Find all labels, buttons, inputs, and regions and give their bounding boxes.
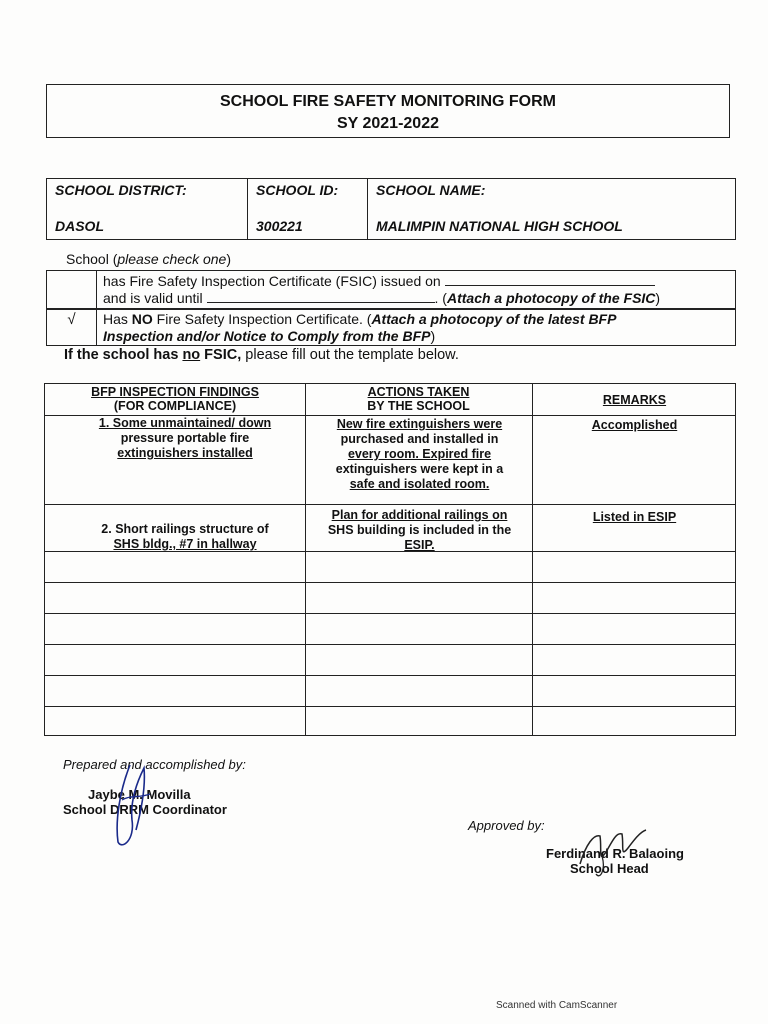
district-label: SCHOOL DISTRICT: (55, 182, 187, 198)
school-id-value: 300221 (256, 218, 303, 234)
checkmark-icon: √ (67, 311, 76, 328)
school-name-label: SCHOOL NAME: (376, 182, 486, 198)
header-actions: ACTIONS TAKEN BY THE SCHOOL (367, 385, 470, 413)
header-findings: BFP INSPECTION FINDINGS (FOR COMPLIANCE) (91, 385, 259, 413)
school-name-cell (368, 179, 735, 239)
fsic-none-checkbox[interactable] (47, 309, 97, 345)
fill-template-instruction: If the school has no FSIC, please fill out the template below. (64, 347, 459, 363)
table-row-1-action: New fire extinguishers were purchased and installed in every room. Expired fire extinguishers were kept in a safe and isolated room. (335, 417, 504, 491)
prepared-by-label: Prepared and accomplished by: (63, 757, 246, 772)
table-row-2-remark: Listed in ESIP (592, 510, 677, 524)
school-year: SY 2021-2022 (336, 115, 439, 132)
preparer-name: Jaybe M. Movilla (88, 787, 191, 802)
table-row-1-remark: Accomplished (591, 418, 678, 432)
school-id-label: SCHOOL ID: (256, 182, 339, 198)
school-id-cell (248, 179, 368, 239)
fsic-check-table (46, 270, 736, 346)
fsic-option-has (46, 270, 736, 310)
scanner-watermark: Scanned with CamScanner (496, 1000, 618, 1011)
header-remarks: REMARKS (602, 393, 667, 407)
table-row-1-finding: 1. Some unmaintained/ down pressure portable fire extinguishers installed (98, 416, 272, 460)
district-cell (47, 179, 248, 239)
fsic-has-checkbox[interactable] (47, 271, 97, 309)
school-info-table (46, 178, 736, 240)
school-name-value: MALIMPIN NATIONAL HIGH SCHOOL (376, 218, 623, 234)
approved-by-label: Approved by: (468, 818, 545, 833)
table-row-2-finding: 2. Short railings structure of SHS bldg., #7 in hallway (101, 522, 269, 551)
approver-role: School Head (570, 861, 649, 876)
approver-signature (572, 824, 662, 884)
district-value: DASOL (55, 218, 104, 234)
form-title: SCHOOL FIRE SAFETY MONITORING FORM (219, 93, 556, 110)
approver-name: Ferdinand R. Balaoing (546, 846, 684, 861)
table-row-2-action: Plan for additional railings on SHS building is included in the ESIP. (327, 508, 512, 552)
fsic-none-text: Has NO Fire Safety Inspection Certificate. (Attach a photocopy of the latest BFP Inspection and/or Notice to Comply from the BFP) (103, 311, 617, 344)
form-title-box (46, 84, 730, 138)
findings-table (44, 383, 736, 736)
fsic-option-none (46, 308, 736, 346)
issued-date-blank[interactable] (445, 273, 655, 286)
fsic-has-text: has Fire Safety Inspection Certificate (FSIC) issued on and is valid until . (Attach a photocopy of the FSIC) (103, 273, 661, 306)
valid-until-blank[interactable] (207, 290, 435, 303)
preparer-role: School DRRM Coordinator (63, 802, 227, 817)
check-instruction: School (please check one) (66, 251, 231, 267)
preparer-signature (100, 760, 160, 850)
